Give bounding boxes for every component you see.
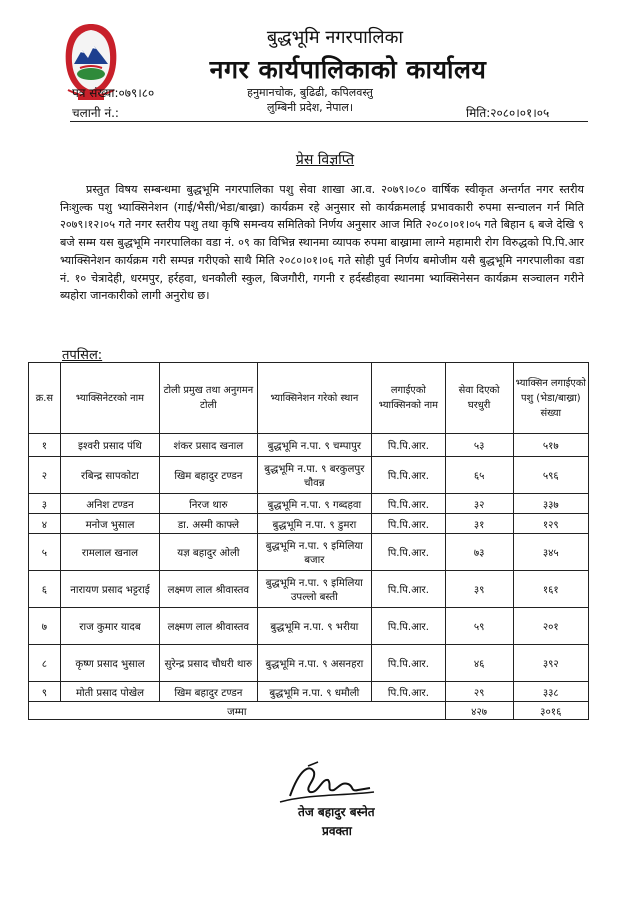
table-row	[29, 457, 589, 494]
cell-animals: ३९२	[513, 645, 588, 682]
col-header-sn: क्र.स	[29, 363, 61, 434]
press-release-title: प्रेस विज्ञप्ति	[295, 152, 355, 168]
cell-sn: ४	[29, 514, 61, 534]
cell-location: बुद्धभूमि न.पा. ९ असनहरा	[257, 645, 372, 682]
cell-sn: ८	[29, 645, 61, 682]
cell-location: बुद्धभूमि न.पा. ९ इमिलिया उपल्लो बस्ती	[257, 571, 372, 608]
cell-location: बुद्धभूमि न.पा. ९ धमौली	[257, 682, 372, 702]
cell-vaccine: पि.पि.आर.	[372, 608, 446, 645]
office-title: नगर कार्यपालिकाको कार्यालय	[209, 55, 487, 84]
cell-vaccinator: अनिश टण्डन	[60, 494, 159, 514]
cell-team-lead: लक्ष्मण लाल श्रीवास्तव	[160, 571, 257, 608]
cell-location: बुद्धभूमि न.पा. ९ गब्दहवा	[257, 494, 372, 514]
cell-team-lead: शंकर प्रसाद खनाल	[160, 434, 257, 457]
table-row	[29, 645, 589, 682]
letter-date: मिति:२०८०।०१।०५	[466, 106, 550, 120]
cell-vaccine: पि.पि.आर.	[372, 645, 446, 682]
cell-animals: ३३७	[513, 494, 588, 514]
cell-team-lead: यज्ञ बहादुर ओली	[160, 534, 257, 571]
cell-vaccinator: इश्वरी प्रसाद पंथि	[60, 434, 159, 457]
col-header-households: सेवा दिएको घरधुरी	[445, 363, 513, 434]
cell-households: २९	[445, 682, 513, 702]
cell-households: ५९	[445, 608, 513, 645]
cell-animals: २०१	[513, 608, 588, 645]
cell-animals: १२९	[513, 514, 588, 534]
cell-location: बुद्धभूमि न.पा. ९ बरकुलपुर चौवन्न	[257, 457, 372, 494]
table-row	[29, 682, 589, 702]
table-row	[29, 534, 589, 571]
cell-animals: ५१७	[513, 434, 588, 457]
signature-mark	[270, 758, 380, 808]
cell-sn: ३	[29, 494, 61, 514]
cell-sn: २	[29, 457, 61, 494]
address-line-2: लुम्बिनी प्रदेश, नेपाल।	[266, 101, 353, 114]
cell-vaccinator: राज कुमार यादब	[60, 608, 159, 645]
cell-location: बुद्धभूमि न.पा. ९ इमिलिया बजार	[257, 534, 372, 571]
dispatch-number: चलानी नं.:	[72, 106, 119, 120]
press-release-body: प्रस्तुत विषय सम्बन्धमा बुद्धभूमि नगरपालिका पशु सेवा शाखा आ.व. २०७९।०८० वार्षिक स्वीकृत अन्तर्गत नगर स्तरीय निःशुल्क पशु भ्याक्सिनेशन (गाई/भैसी/भेडा/बाख्रा) कार्यक्रम रहे अनुसार सो कार्यक्रमलाई प्रभावकारी रुपमा सन्चालन गर्न मिति २०७९।१२।०५ गते नगर स्तरीय पशु तथा कृषि समन्वय समितिको निर्णय अनुसार आज मिति २०८०।०१।०५ गते बिहान ६ बजे देखि ९ बजे सम्म यस बुद्धभूमि नगरपालिका वडा नं. ०९ का विभिन्न स्थानमा व्यापक रुपमा बाख्रामा लाग्ने महामारी रोग विरुद्धको पि.पि.आर भ्याक्सिनेशन कार्यक्रम गरी सम्पन्न गरीएको साथै मिति २०८०।०१।०६ गते सोही पुर्व निर्णय बमोजीम यसै बुद्धभूमि नगरपालीका वडा नं. १० चेत्रादेही, धरमपुर, हर्रहवा, धनकौली स्कुल, बिजगौरी, गगनी र हर्दस्डीहवा स्थानमा भ्याक्सिनेसन कार्यक्रम सञ्चालन गरीने ब्यहोरा जानकारीको लागी अनुरोध छ।	[60, 183, 584, 303]
cell-sn: ९	[29, 682, 61, 702]
signatory-role: प्रवक्ता	[322, 824, 352, 838]
col-header-vaccinator: भ्याक्सिनेटरको नाम	[60, 363, 159, 434]
cell-team-lead: निरज थारु	[160, 494, 257, 514]
cell-sn: १	[29, 434, 61, 457]
total-label: जम्मा	[29, 702, 446, 720]
table-row	[29, 494, 589, 514]
cell-vaccinator: नारायण प्रसाद भट्टराई	[60, 571, 159, 608]
cell-vaccinator: मोती प्रसाद पोखेल	[60, 682, 159, 702]
cell-households: ५३	[445, 434, 513, 457]
cell-vaccinator: कृष्ण प्रसाद भुसाल	[60, 645, 159, 682]
cell-location: बुद्धभूमि न.पा. ९ डुमरा	[257, 514, 372, 534]
cell-sn: ५	[29, 534, 61, 571]
cell-vaccine: पि.पि.आर.	[372, 434, 446, 457]
cell-animals: ३४५	[513, 534, 588, 571]
cell-vaccine: पि.पि.आर.	[372, 514, 446, 534]
table-row	[29, 434, 589, 457]
cell-vaccine: पि.पि.आर.	[372, 534, 446, 571]
cell-sn: ६	[29, 571, 61, 608]
cell-vaccinator: मनोज भुसाल	[60, 514, 159, 534]
details-label: तपसिल:	[62, 348, 103, 363]
cell-vaccine: पि.पि.आर.	[372, 571, 446, 608]
cell-households: ३२	[445, 494, 513, 514]
cell-households: ३९	[445, 571, 513, 608]
table-row	[29, 571, 589, 608]
header-divider	[70, 121, 588, 122]
municipality-name: बुद्धभूमि नगरपालिका	[266, 27, 404, 48]
cell-location: बुद्धभूमि न.पा. ९ चम्पापुर	[257, 434, 372, 457]
cell-team-lead: डा. अस्मी काफ्ले	[160, 514, 257, 534]
vaccination-table	[28, 362, 589, 720]
col-header-location: भ्याक्सिनेशन गरेको स्थान	[257, 363, 372, 434]
col-header-team-lead: टोली प्रमुख तथा अनुगमन टोली	[160, 363, 257, 434]
cell-team-lead: सुरेन्द्र प्रसाद चौधरी थारु	[160, 645, 257, 682]
cell-team-lead: लक्ष्मण लाल श्रीवास्तव	[160, 608, 257, 645]
cell-households: ४६	[445, 645, 513, 682]
col-header-animals: भ्याक्सिन लगाईएको पशु (भेडा/बाख्रा) संख्या	[513, 363, 588, 434]
cell-team-lead: खिम बहादुर टण्डन	[160, 457, 257, 494]
cell-location: बुद्धभूमि न.पा. ९ भरीया	[257, 608, 372, 645]
letter-number: पत्र संख्या:०७९।८०	[72, 86, 155, 100]
total-animals: ३०१६	[513, 702, 588, 720]
table-total-row	[29, 702, 589, 720]
cell-animals: ५९६	[513, 457, 588, 494]
cell-households: ७३	[445, 534, 513, 571]
table-header-row	[29, 363, 589, 434]
table-row	[29, 608, 589, 645]
cell-vaccinator: रामलाल खनाल	[60, 534, 159, 571]
address-line-1: हनुमानचोक, बुढिढी, कपिलवस्तु	[247, 86, 373, 99]
total-households: ४२७	[445, 702, 513, 720]
table-row	[29, 514, 589, 534]
cell-vaccinator: रबिन्द्र सापकोटा	[60, 457, 159, 494]
cell-team-lead: खिम बहादुर टण्डन	[160, 682, 257, 702]
cell-sn: ७	[29, 608, 61, 645]
cell-vaccine: पि.पि.आर.	[372, 682, 446, 702]
col-header-vaccine: लगाईएको भ्याक्सिनको नाम	[372, 363, 446, 434]
cell-households: ३१	[445, 514, 513, 534]
cell-animals: ३३८	[513, 682, 588, 702]
cell-animals: १६१	[513, 571, 588, 608]
cell-vaccine: पि.पि.आर.	[372, 494, 446, 514]
cell-households: ६५	[445, 457, 513, 494]
cell-vaccine: पि.पि.आर.	[372, 457, 446, 494]
signatory-name: तेज बहादुर बस्नेत	[298, 805, 375, 819]
